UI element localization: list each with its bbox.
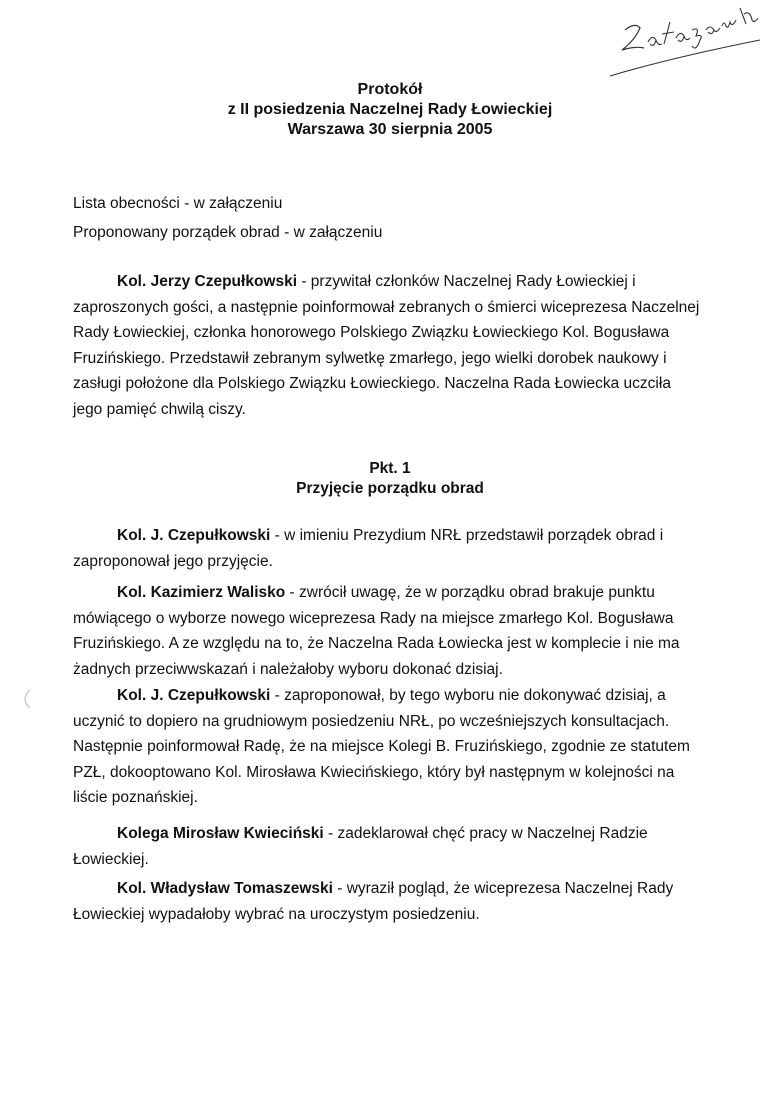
paragraph-text: - zadeklarował chęć pracy w Naczelnej Radzie Łowieckiej. [73,825,648,868]
document-title: Protokół [357,81,423,98]
paragraph-text: - zaproponował, by tego wyboru nie dokonywać dzisiaj, a uczynić to dopiero na grudniowym posiedzeniu NRŁ, po wcześniejszych konsultacjach. Następnie poinformował Radę, że na miejsce Kolegi B. Fruzińskiego, zgodnie ze statutem PZŁ, dokooptowano Kol. Mirosława Kwiecińskiego, który był następnym w kolejności na liście poznańskiej. [73,687,690,806]
attachment-line: Lista obecności - w załączeniu [73,195,283,212]
speaker-name: Kol. J. Czepułkowski [117,687,271,704]
handwritten-signature-note [600,0,770,90]
speaker-name: Kolega Mirosław Kwieciński [117,825,324,842]
meeting-name: z II posiedzenia Naczelnej Rady Łowieckiej [227,101,553,118]
speaker-name: Kol. Władysław Tomaszewski [117,880,333,897]
section-heading [0,459,780,499]
statement-paragraph [73,876,703,927]
paragraph-text: - zwrócił uwagę, że w porządku obrad brakuje punktu mówiącego o wyborze nowego wiceprezesa Rady na miejsce zmarłego Kol. Bogusława Fruzińskiego. A ze względu na to, że Naczelna Rada Łowiecka jest w komplecie i nie ma żadnych przeciwwskazań i należałoby wyboru dokonać dzisiaj. [73,584,680,678]
meeting-date: Warszawa 30 sierpnia 2005 [287,121,493,138]
punch-hole-mark [18,688,34,710]
statement-paragraph [73,821,703,872]
paragraph-text: - przywitał członków Naczelnej Rady Łowieckiej i zaproszonych gości, a następnie poinformował zebranych o śmierci wiceprezesa Naczelnej Rady Łowieckiej, członka honorowego Polskiego Związku Łowieckiego Kol. Bogusława Fruzińskiego. Przedstawił zebranym sylwetkę zmarłego, jego wielki dorobek naukowy i zasługi położone dla Polskiego Związku Łowieckiego. Naczelna Rada Łowiecka uczciła jego pamięć chwilą ciszy. [73,273,700,418]
paragraph-text: - w imieniu Prezydium NRŁ przedstawił porządek obrad i zaproponował jego przyjęcie. [73,527,664,570]
attachments-list [73,189,382,247]
speaker-name: Kol. Jerzy Czepułkowski [117,273,298,290]
statement-paragraph [73,580,703,682]
section-title: Przyjęcie porządku obrad [296,480,484,497]
document-header [0,80,780,140]
speaker-name: Kol. Kazimierz Walisko [117,584,286,601]
attachment-line: Proponowany porządek obrad - w załączeniu [73,224,383,241]
speaker-name: Kol. J. Czepułkowski [117,527,271,544]
section-number: Pkt. 1 [369,460,411,477]
statement-paragraph [73,683,703,811]
statement-paragraph [73,523,703,574]
intro-paragraph [73,269,703,422]
paragraph-text: - wyraził pogląd, że wiceprezesa Naczelnej Rady Łowieckiej wypadałoby wybrać na uroczystym posiedzeniu. [73,880,674,923]
